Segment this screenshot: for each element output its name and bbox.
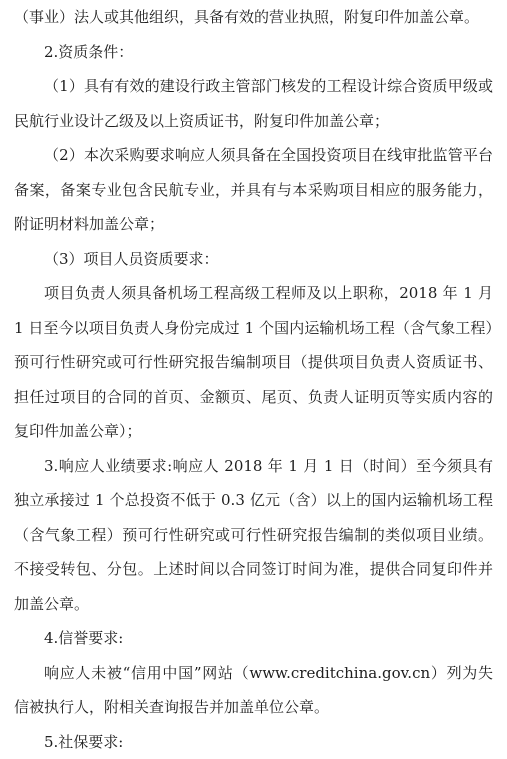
paragraph-project-leader-requirements: 项目负责人须具备机场工程高级工程师及以上职称，2018 年 1 月 1 日至今以项目负责人身份完成过 1 个国内运输机场工程（含气象工程）预可行性研究或可行性研究报告编制项目（提供项目负责人资质证书、担任过项目的合同的首页、金额页、尾页、负责人证明页等实质内容的复印件加盖公章）； (14, 276, 493, 449)
paragraph-qualification-2: （2）本次采购要求响应人须具备在全国投资项目在线审批监管平台备案，备案专业包含民航专业，并具有与本采购项目相应的服务能力，附证明材料加盖公章； (14, 138, 493, 242)
paragraph-credit-requirements: 响应人未被“信用中国”网站（www.creditchina.gov.cn）列为失信被执行人，附相关查询报告并加盖单位公章。 (14, 656, 493, 725)
heading-social-security-requirements: 5.社保要求: (14, 725, 493, 759)
paragraph-performance-requirements: 3.响应人业绩要求:响应人 2018 年 1 月 1 日（时间）至今须具有独立承接过 1 个总投资不低于 0.3 亿元（含）以上的国内运输机场工程（含气象工程）预可行性研究或可行性研究报告编制的类似项目业绩。不接受转包、分包。上述时间以合同签订时间为准，提供合同复印件并加盖公章。 (14, 449, 493, 622)
paragraph-qualification-1: （1）具有有效的建设行政主管部门核发的工程设计综合资质甲级或民航行业设计乙级及以上资质证书，附复印件加盖公章； (14, 69, 493, 138)
heading-credit-requirements: 4.信誉要求: (14, 621, 493, 656)
heading-qualification-conditions: 2.资质条件： (14, 35, 493, 70)
paragraph-legal-entity: （事业）法人或其他组织，具备有效的营业执照，附复印件加盖公章。 (14, 0, 493, 35)
paragraph-qualification-3-heading: （3）项目人员资质要求： (14, 242, 493, 277)
